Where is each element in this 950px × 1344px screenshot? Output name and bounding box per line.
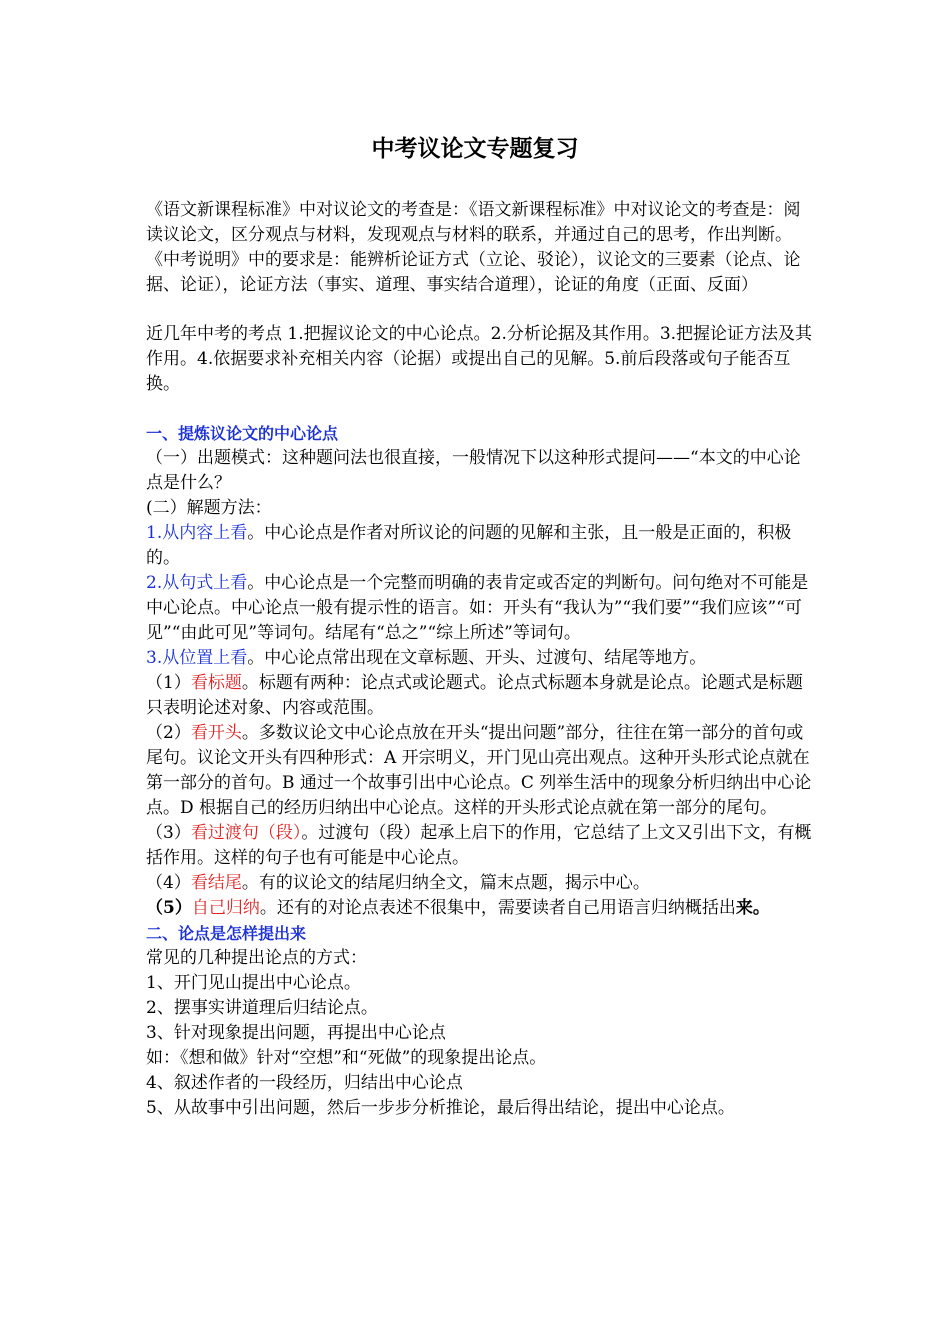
point-ending-label: 看结尾 — [190, 873, 242, 893]
point-summarize-num: （5） — [146, 898, 192, 918]
spacer — [146, 397, 814, 421]
point-title-text: 。标题有两种：论点式或论题式。论点式标题本身就是论点。论题式是标题只表明论述对象、内容或范围。 — [146, 673, 803, 718]
method-position-text: 。中心论点常出现在文章标题、开头、过渡句、结尾等地方。 — [247, 648, 707, 668]
document-body — [146, 198, 814, 1121]
point-opening-num: （2） — [146, 723, 191, 743]
point-title — [146, 671, 814, 721]
method-position-label: 3.从位置上看 — [146, 648, 248, 668]
point-opening-text: 。多数议论文中心论点放在开头“提出问题”部分，往往在第一部分的首句或尾句。议论文开头有四种形式：A 开宗明义，开门见山亮出观点。这种开头形式论点就在第一部分的首句。B 通过一个故事引出中心论点。C 列举生活中的现象分析归纳出中心论点。D 根据自己的经历归纳出中心论点。这样的开头形式论点就在第一部分的尾句。 — [146, 723, 812, 818]
method-position — [146, 646, 814, 671]
point-ending-num: （4） — [146, 873, 191, 893]
section1-heading: 一、提炼议论文的中心论点 — [146, 424, 339, 443]
method-sentence-text: 。中心论点是一个完整而明确的表肯定或否定的判断句。问句绝对不可能是中心论点。中心论点一般有提示性的语言。如：开头有“我认为”“我们要”“我们应该”“可见”“由此可见”等词句。结尾有“总之”“综上所述”等词句。 — [146, 573, 809, 643]
point-summarize-label: 自己归纳 — [191, 898, 260, 918]
method-content-label: 1.从内容上看 — [146, 523, 248, 543]
section2-line: 4、叙述作者的一段经历，归结出中心论点 — [146, 1073, 463, 1093]
spacer — [146, 298, 814, 322]
section2-line: 1、开门见山提出中心论点。 — [146, 973, 361, 993]
method-content-text: 。中心论点是作者对所议论的问题的见解和主张，且一般是正面的，积极的。 — [146, 523, 792, 568]
point-opening-label: 看开头 — [190, 723, 242, 743]
method-sentence-label: 2.从句式上看 — [146, 573, 248, 593]
point-transition-num: （3） — [146, 823, 191, 843]
point-summarize-tail: 来。 — [735, 898, 770, 918]
point-transition-text: 。过渡句（段）起承上启下的作用，它总结了上文又引出下文，有概括作用。这样的句子也有可能是中心论点。 — [146, 823, 812, 868]
method-sentence — [146, 571, 814, 646]
section2-line: 常见的几种提出论点的方式： — [146, 948, 367, 968]
point-summarize-text: 。还有的对论点表述不很集中，需要读者自己用语言归纳概括出 — [259, 898, 736, 918]
point-transition — [146, 821, 814, 871]
point-title-label: 看标题 — [190, 673, 242, 693]
section2-line: 5、从故事中引出问题，然后一步步分析推论，最后得出结论，提出中心论点。 — [146, 1098, 735, 1118]
section2-line: 3、针对现象提出问题，再提出中心论点 — [146, 1023, 446, 1043]
point-title-num: （1） — [146, 673, 191, 693]
section2-line: 2、摆事实讲道理后归结论点。 — [146, 998, 378, 1018]
section2-line: 如：《想和做》针对“空想”和“死做”的现象提出论点。 — [146, 1048, 547, 1068]
point-summarize — [146, 896, 814, 921]
intro-paragraph-1: 《语文新课程标准》中对议论文的考查是：《语文新课程标准》中对议论文的考查是：阅读议论文，区分观点与材料，发现观点与材料的联系，并通过自己的思考，作出判断。 — [146, 200, 801, 245]
point-opening — [146, 721, 814, 821]
section2-heading: 二、论点是怎样提出来 — [146, 924, 307, 943]
recent-exam-points: 近几年中考的考点 1.把握议论文的中心论点。2.分析论据及其作用。3.把握论证方法及其作用。4.依据要求补充相关内容（论据）或提出自己的见解。5.前后段落或句子能否互换。 — [146, 324, 813, 394]
question-pattern: （一）出题模式：这种题问法也很直接，一般情况下以这种形式提问——“本文的中心论点是什么？ — [146, 448, 801, 493]
solution-method-label: (二）解题方法： — [146, 498, 272, 518]
method-content — [146, 521, 814, 571]
page-title: 中考议论文专题复习 — [371, 136, 579, 162]
point-transition-label: 看过渡句（段） — [190, 823, 302, 843]
point-ending — [146, 871, 814, 896]
intro-paragraph-2: 《中考说明》中的要求是：能辨析论证方式（立论、驳论），议论文的三要素（论点、论据、论证），论证方法（事实、道理、事实结合道理），论证的角度（正面、反面） — [146, 250, 801, 295]
point-ending-text: 。有的议论文的结尾归纳全文，篇末点题，揭示中心。 — [241, 873, 650, 893]
